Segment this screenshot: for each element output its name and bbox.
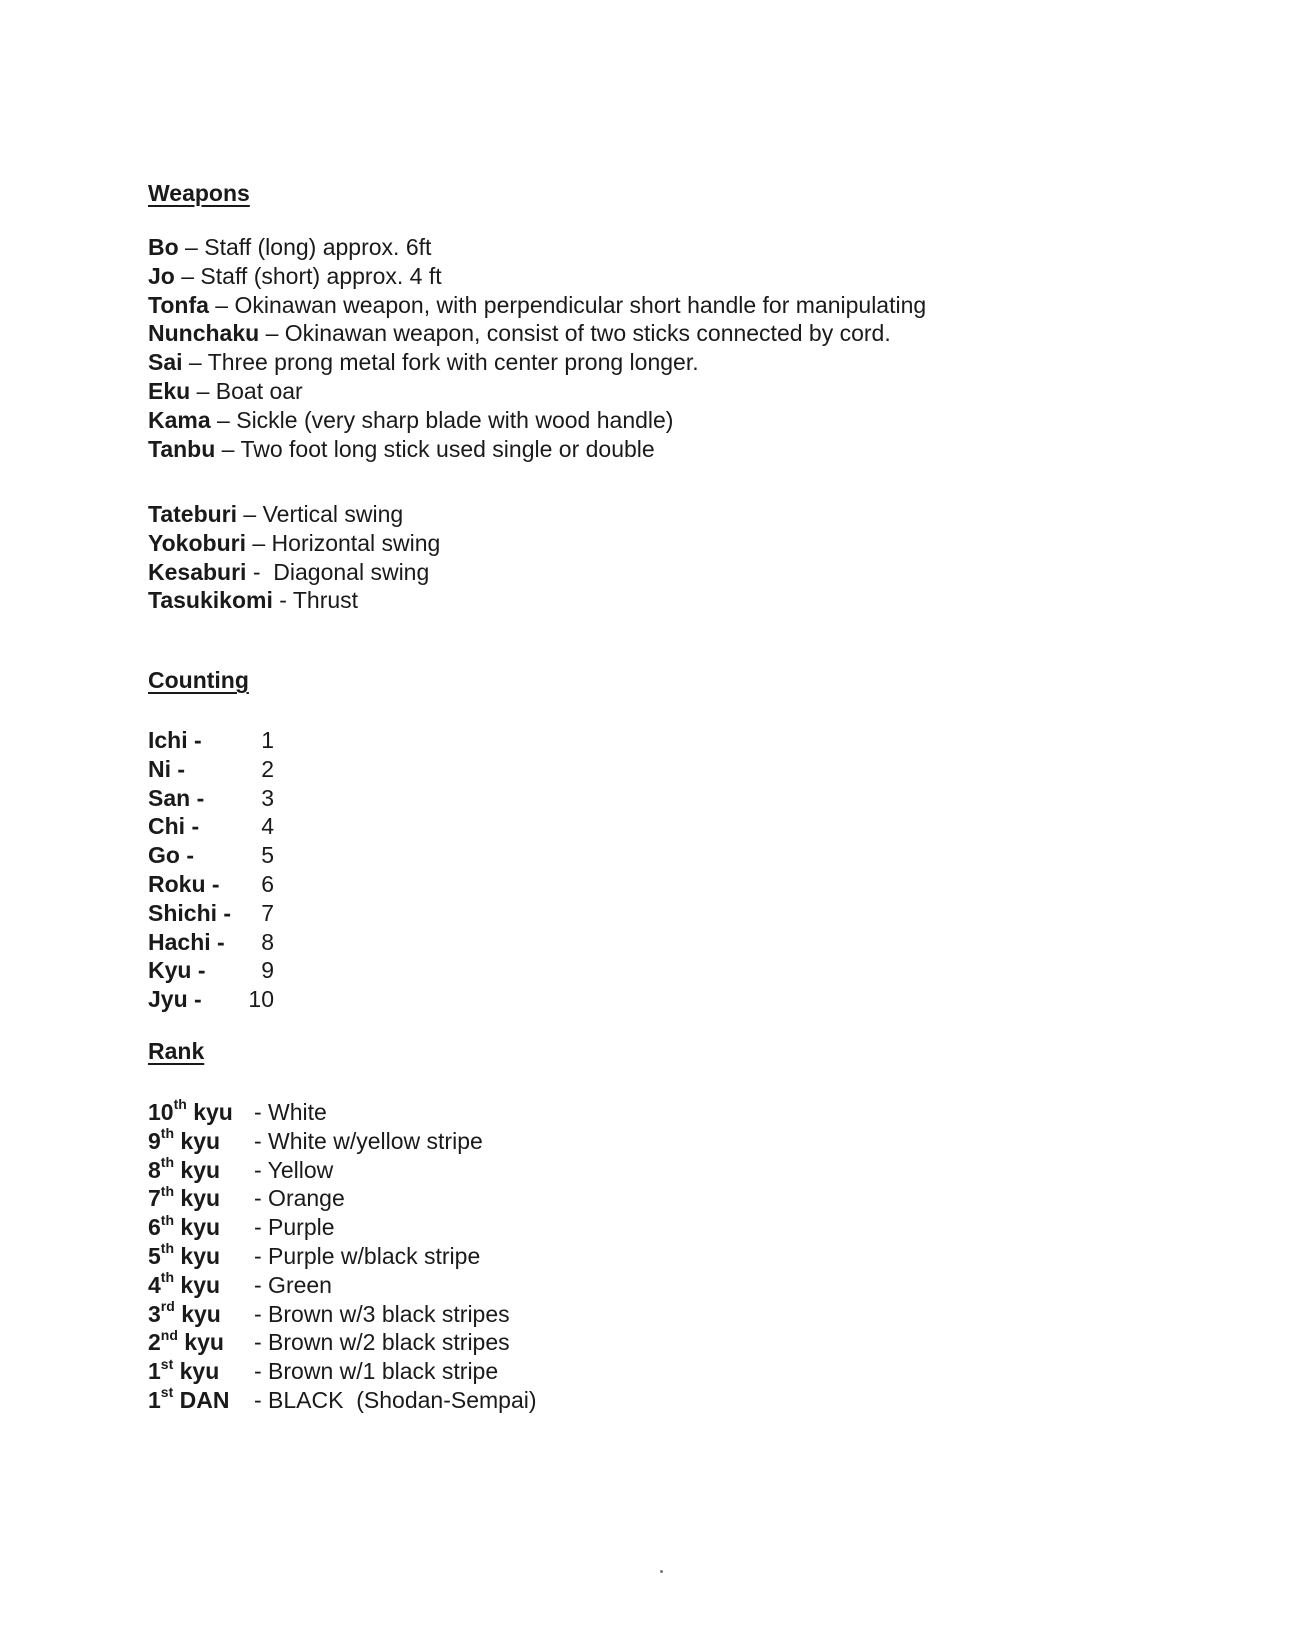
weapon-desc: Okinawan weapon, with perpendicular short handle for manipulating: [234, 291, 927, 318]
rank-term: 10th kyu: [148, 1096, 233, 1125]
rank-item: [148, 1357, 537, 1386]
rank-belt: - Brown w/2 black stripes: [254, 1329, 510, 1356]
count-number: 1: [261, 727, 274, 753]
swing-term: Yokoburi: [148, 529, 246, 556]
count-term: Hachi -: [148, 928, 225, 955]
swing-item: Kesaburi - Diagonal swing: [148, 558, 430, 585]
count-number: 8: [261, 928, 274, 955]
rank-term: 5th kyu: [148, 1240, 221, 1269]
weapon-item: Nunchaku – Okinawan weapon, consist of two sticks connected by cord.: [148, 320, 891, 347]
count-item: [148, 899, 274, 928]
weapon-term: Tanbu: [148, 435, 216, 462]
rank-item: [148, 1328, 537, 1357]
count-number: 5: [261, 842, 274, 869]
rank-belt: - BLACK (Shodan-Sempai): [254, 1386, 537, 1413]
swing-term: Tateburi: [148, 501, 238, 527]
rank-item: [148, 1153, 537, 1185]
count-term: Chi -: [148, 813, 200, 840]
count-number: 6: [261, 870, 274, 897]
rank-term: 3rd kyu: [148, 1297, 221, 1327]
count-number: 9: [261, 957, 274, 984]
weapon-desc: Staff (short) approx. 4 ft: [200, 262, 442, 289]
counting-heading: Counting: [148, 667, 249, 693]
rank-belt: - Green: [254, 1271, 332, 1298]
weapon-term: Nunchaku: [148, 320, 260, 347]
rank-belt: - Yellow: [254, 1156, 334, 1183]
count-item: [148, 928, 274, 957]
weapon-item: Kama – Sickle (very sharp blade with wood handle): [148, 406, 674, 433]
rank-item: [148, 1127, 537, 1156]
count-item: [148, 956, 274, 985]
rank-belt: - White: [254, 1099, 327, 1125]
weapon-term: Tonfa: [148, 291, 209, 318]
rank-term: 4th kyu: [148, 1269, 221, 1298]
rank-list: [148, 1098, 537, 1415]
swings-list: [148, 500, 440, 615]
count-item: [148, 985, 274, 1014]
rank-item: [148, 1213, 537, 1242]
count-number: 2: [261, 755, 274, 782]
weapons-list: [148, 233, 926, 463]
weapon-term: Bo: [148, 234, 179, 260]
weapon-item: Jo – Staff (short) approx. 4 ft: [148, 262, 442, 289]
count-term: Ni -: [148, 755, 186, 782]
count-term: Kyu -: [148, 957, 206, 984]
rank-term: 2nd kyu: [148, 1326, 224, 1356]
rank-belt: - Orange: [254, 1185, 345, 1212]
rank-belt: - White w/yellow stripe: [254, 1127, 483, 1154]
rank-belt: - Brown w/3 black stripes: [254, 1300, 510, 1327]
count-item: [148, 726, 274, 755]
count-number: 10: [248, 986, 274, 1013]
swing-item: Tateburi – Vertical swing: [148, 501, 404, 527]
weapon-desc: Boat oar: [215, 377, 303, 404]
swing-term: Kesaburi: [148, 558, 247, 585]
rank-item: [148, 1297, 537, 1329]
weapon-term: Sai: [148, 349, 183, 376]
weapon-desc: Okinawan weapon, consist of two sticks connected by cord.: [284, 320, 891, 347]
weapon-desc: Three prong metal fork with center prong longer.: [207, 349, 699, 376]
rank-term: 9th kyu: [148, 1125, 221, 1154]
count-number: 4: [261, 813, 274, 840]
rank-term: 1st kyu: [148, 1355, 220, 1385]
weapon-desc: Two foot long stick used single or double: [240, 435, 655, 462]
count-number: 7: [261, 899, 274, 926]
rank-term: 6th kyu: [148, 1211, 221, 1241]
scan-speck: [660, 1570, 663, 1573]
rank-item: [148, 1098, 537, 1127]
count-term: Jyu -: [148, 986, 202, 1013]
count-term: Roku -: [148, 870, 220, 897]
rank-belt: - Brown w/1 black stripe: [254, 1358, 499, 1385]
count-term: Shichi -: [148, 899, 232, 926]
count-term: Ichi -: [148, 727, 202, 753]
swing-term: Tasukikomi: [148, 587, 273, 614]
count-term: Go -: [148, 842, 194, 869]
rank-item: [148, 1242, 537, 1271]
rank-term: 1st DAN: [148, 1384, 230, 1413]
rank-term: 7th kyu: [148, 1182, 221, 1212]
weapon-term: Kama: [148, 406, 211, 433]
swing-desc: Horizontal swing: [271, 529, 441, 556]
swing-item: Yokoburi – Horizontal swing: [148, 529, 441, 556]
swing-desc: Diagonal swing: [273, 558, 430, 585]
weapon-desc: Sickle (very sharp blade with wood handle): [236, 406, 674, 433]
count-item: [148, 870, 274, 899]
count-item: [148, 784, 274, 813]
rank-item: [148, 1386, 537, 1415]
weapon-item: Sai – Three prong metal fork with center prong longer.: [148, 349, 699, 376]
weapons-heading: Weapons: [148, 180, 250, 206]
weapon-item: Eku – Boat oar: [148, 377, 303, 404]
rank-belt: - Purple w/black stripe: [254, 1242, 481, 1269]
swing-desc: Vertical swing: [262, 501, 404, 527]
weapon-item: Tanbu – Two foot long stick used single or double: [148, 435, 655, 462]
count-number: 3: [261, 784, 274, 811]
rank-item: [148, 1184, 537, 1213]
rank-belt: - Purple: [254, 1214, 335, 1241]
weapon-item: Bo – Staff (long) approx. 6ft: [148, 234, 432, 260]
swing-item: Tasukikomi - Thrust: [148, 587, 359, 614]
rank-term: 8th kyu: [148, 1153, 221, 1183]
weapon-item: Tonfa – Okinawan weapon, with perpendicular short handle for manipulating: [148, 291, 927, 318]
weapon-desc: Staff (long) approx. 6ft: [204, 234, 432, 260]
count-item: [148, 755, 274, 784]
count-item: [148, 812, 274, 841]
weapon-term: Eku: [148, 377, 191, 404]
count-term: San -: [148, 784, 205, 811]
swing-desc: Thrust: [292, 587, 359, 614]
count-item: [148, 841, 274, 870]
weapon-term: Jo: [148, 262, 175, 289]
rank-heading: Rank: [148, 1038, 205, 1064]
rank-item: [148, 1271, 537, 1300]
counting-list: [148, 726, 274, 1014]
